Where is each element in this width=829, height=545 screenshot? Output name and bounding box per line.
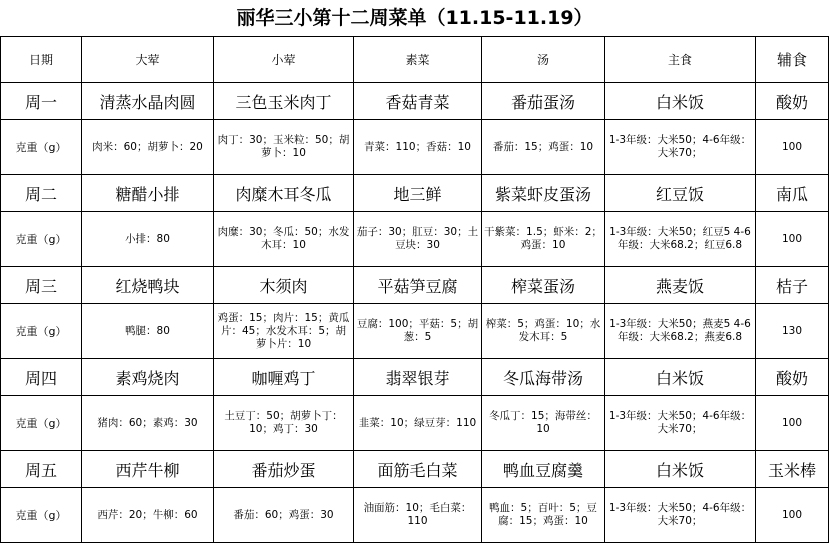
weight-main-meat: 小排：80 — [82, 212, 214, 267]
weight-staple: 1-3年级：大米50；4-6年级：大米70； — [605, 120, 756, 175]
weight-soup: 番茄：15；鸡蛋：10 — [482, 120, 605, 175]
dish-main-meat: 西芹牛柳 — [82, 451, 214, 488]
weight-main-meat: 肉米：60；胡萝卜：20 — [82, 120, 214, 175]
dish-side-meat: 咖喱鸡丁 — [214, 359, 354, 396]
day-label: 周四 — [1, 359, 82, 396]
weight-supplement: 100 — [756, 212, 829, 267]
dish-supplement: 酸奶 — [756, 83, 829, 120]
dish-row-friday — [1, 451, 829, 488]
weight-main-meat: 鸭腿：80 — [82, 304, 214, 359]
dish-main-meat: 素鸡烧肉 — [82, 359, 214, 396]
weight-supplement: 100 — [756, 488, 829, 543]
day-label: 周一 — [1, 83, 82, 120]
dish-staple: 白米饭 — [605, 83, 756, 120]
weight-side-meat: 肉糜：30；冬瓜：50；水发木耳：10 — [214, 212, 354, 267]
weight-soup: 榨菜：5；鸡蛋：10；水发木耳：5 — [482, 304, 605, 359]
weight-staple: 1-3年级：大米50；4-6年级：大米70； — [605, 488, 756, 543]
dish-supplement: 桔子 — [756, 267, 829, 304]
dish-staple: 红豆饭 — [605, 175, 756, 212]
dish-soup: 紫菜虾皮蛋汤 — [482, 175, 605, 212]
dish-side-meat: 木须肉 — [214, 267, 354, 304]
dish-row-wednesday — [1, 267, 829, 304]
weight-supplement: 100 — [756, 120, 829, 175]
weight-side-meat: 番茄：60；鸡蛋：30 — [214, 488, 354, 543]
dish-main-meat: 清蒸水晶肉圆 — [82, 83, 214, 120]
weight-supplement: 130 — [756, 304, 829, 359]
dish-soup: 番茄蛋汤 — [482, 83, 605, 120]
dish-vegetable: 香菇青菜 — [354, 83, 482, 120]
weight-side-meat: 鸡蛋：15；肉片：15；黄瓜片：45；水发木耳：5；胡萝卜片：10 — [214, 304, 354, 359]
dish-soup: 榨菜蛋汤 — [482, 267, 605, 304]
weekly-menu-table — [0, 36, 829, 543]
dish-row-monday — [1, 83, 829, 120]
dish-main-meat: 糖醋小排 — [82, 175, 214, 212]
weight-staple: 1-3年级：大米50；4-6年级：大米70； — [605, 396, 756, 451]
day-label: 周三 — [1, 267, 82, 304]
dish-side-meat: 三色玉米肉丁 — [214, 83, 354, 120]
header-vegetable: 素菜 — [354, 37, 482, 83]
weight-label: 克重（g） — [1, 488, 82, 543]
header-main-meat: 大荤 — [82, 37, 214, 83]
weight-row-wednesday — [1, 304, 829, 359]
weight-vegetable: 茄子：30；肛豆：30；土豆块：30 — [354, 212, 482, 267]
weight-soup: 冬瓜丁：15；海带丝：10 — [482, 396, 605, 451]
weight-soup: 干紫菜：1.5；虾米：2；鸡蛋：10 — [482, 212, 605, 267]
weight-row-friday — [1, 488, 829, 543]
dish-side-meat: 番茄炒蛋 — [214, 451, 354, 488]
weight-main-meat: 猪肉：60；素鸡：30 — [82, 396, 214, 451]
dish-supplement: 玉米棒 — [756, 451, 829, 488]
weight-label: 克重（g） — [1, 304, 82, 359]
weight-row-tuesday — [1, 212, 829, 267]
weight-row-thursday — [1, 396, 829, 451]
dish-vegetable: 平菇笋豆腐 — [354, 267, 482, 304]
dish-side-meat: 肉糜木耳冬瓜 — [214, 175, 354, 212]
dish-row-tuesday — [1, 175, 829, 212]
dish-staple: 白米饭 — [605, 359, 756, 396]
weight-label: 克重（g） — [1, 120, 82, 175]
weight-vegetable: 油面筋：10；毛白菜：110 — [354, 488, 482, 543]
weight-supplement: 100 — [756, 396, 829, 451]
dish-vegetable: 地三鲜 — [354, 175, 482, 212]
dish-vegetable: 面筋毛白菜 — [354, 451, 482, 488]
header-date: 日期 — [1, 37, 82, 83]
weight-staple: 1-3年级：大米50；燕麦5 4-6年级：大米68.2；燕麦6.8 — [605, 304, 756, 359]
weight-label: 克重（g） — [1, 212, 82, 267]
header-row — [1, 37, 829, 83]
weight-row-monday — [1, 120, 829, 175]
header-soup: 汤 — [482, 37, 605, 83]
weight-soup: 鸭血：5；百叶：5；豆腐：15；鸡蛋：10 — [482, 488, 605, 543]
dish-soup: 鸭血豆腐羹 — [482, 451, 605, 488]
menu-title: 丽华三小第十二周菜单（11.15-11.19） — [236, 7, 593, 29]
weight-vegetable: 豆腐：100；平菇：5；胡葱：5 — [354, 304, 482, 359]
dish-vegetable: 翡翠银芽 — [354, 359, 482, 396]
dish-main-meat: 红烧鸭块 — [82, 267, 214, 304]
weight-vegetable: 青菜：110；香菇：10 — [354, 120, 482, 175]
dish-supplement: 酸奶 — [756, 359, 829, 396]
day-label: 周二 — [1, 175, 82, 212]
weight-staple: 1-3年级：大米50；红豆5 4-6年级：大米68.2；红豆6.8 — [605, 212, 756, 267]
dish-staple: 白米饭 — [605, 451, 756, 488]
header-staple: 主食 — [605, 37, 756, 83]
header-supplement: 辅食 — [756, 37, 829, 83]
dish-row-thursday — [1, 359, 829, 396]
weight-main-meat: 西芹：20；牛柳：60 — [82, 488, 214, 543]
dish-soup: 冬瓜海带汤 — [482, 359, 605, 396]
header-side-meat: 小荤 — [214, 37, 354, 83]
weight-label: 克重（g） — [1, 396, 82, 451]
weight-side-meat: 肉丁：30；玉米粒：50；胡萝卜：10 — [214, 120, 354, 175]
weight-side-meat: 土豆丁：50；胡萝卜丁：10；鸡丁：30 — [214, 396, 354, 451]
dish-staple: 燕麦饭 — [605, 267, 756, 304]
weight-vegetable: 韭菜：10；绿豆芽：110 — [354, 396, 482, 451]
dish-supplement: 南瓜 — [756, 175, 829, 212]
day-label: 周五 — [1, 451, 82, 488]
